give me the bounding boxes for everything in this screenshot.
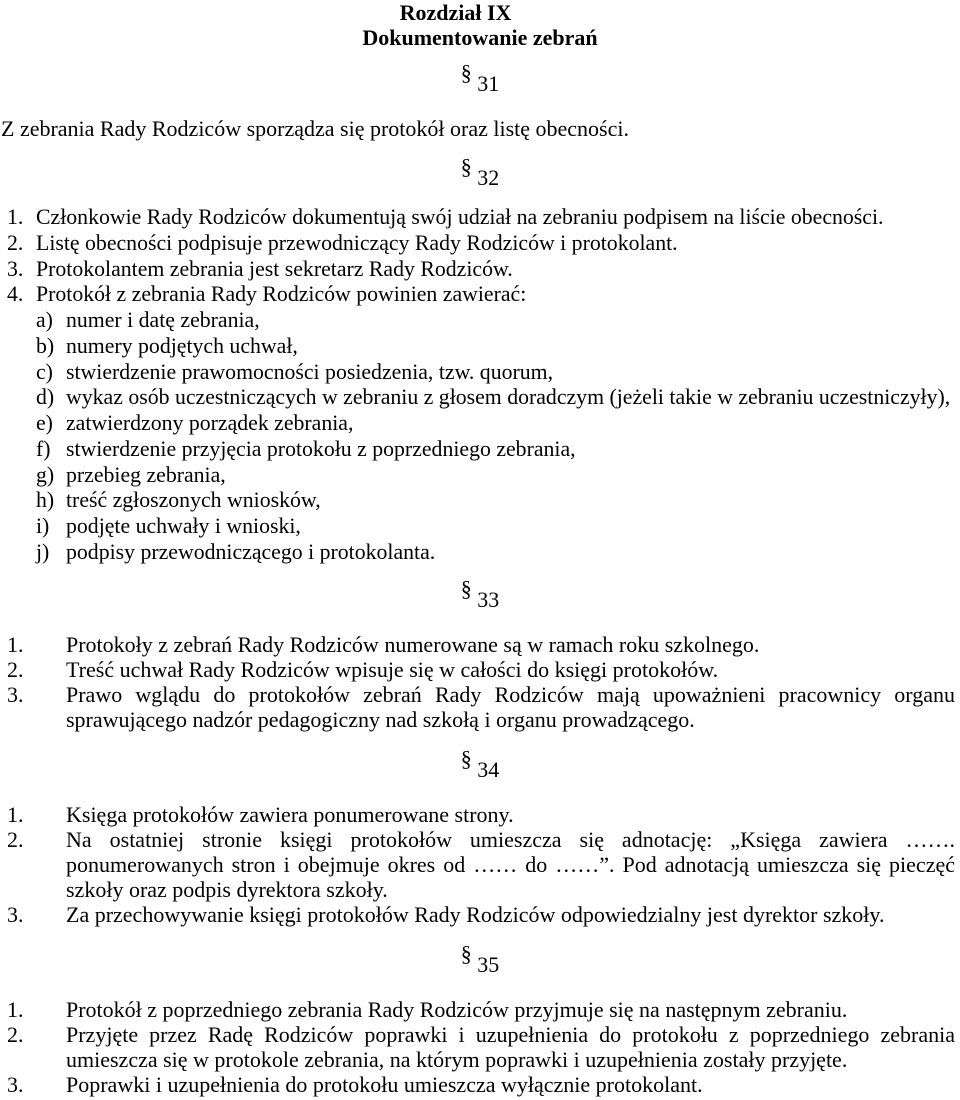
section-number: 35 — [477, 952, 500, 977]
item-text: Protokolantem zebrania jest sekretarz Rady Rodziców. — [36, 256, 513, 281]
sub-item-letter: i) — [36, 514, 50, 539]
item-number: 3. — [7, 256, 24, 281]
sub-item — [36, 514, 958, 540]
item-text: Na ostatniej stronie księgi protokołów umieszcza się adnotację: „Księga zawiera ……. ponumerowanych stron i obejmuje okres od …… do ……”. Pod adnotacją umieszcza się pieczęć szkoły oraz podpis dyrektora szkoły. — [66, 827, 955, 902]
list-item — [0, 231, 958, 257]
sub-item — [36, 437, 958, 463]
sub-item-text: stwierdzenie prawomocności posiedzenia, tzw. quorum, — [66, 359, 554, 384]
section-number: 34 — [477, 757, 500, 782]
sub-item-text: podjęte uchwały i wnioski, — [66, 514, 301, 539]
item-text: Przyjęte przez Radę Rodziców poprawki i uzupełnienia do protokołu z poprzedniego zebrania umieszcza się w protokole zebrania, na którym poprawki i uzupełnienia zostały przyjęte. — [66, 1022, 955, 1072]
item-number: 2. — [7, 827, 24, 852]
sub-item-text: numer i datę zebrania, — [66, 308, 260, 333]
sub-item-letter: e) — [36, 411, 53, 436]
item-number: 2. — [7, 657, 24, 682]
sub-item-text: wykaz osób uczestniczących w zebraniu z głosem doradczym (jeżeli takie w zebraniu uczestniczyły), — [66, 385, 951, 410]
section-text: Z zebrania Rady Rodziców sporządza się protokół oraz listę obecności. — [1, 116, 629, 141]
section-number: 31 — [477, 71, 500, 96]
section-heading — [0, 941, 960, 977]
paragraph-sign: § — [460, 746, 472, 771]
item-text: Protokół z zebrania Rady Rodziców powinien zawierać: — [36, 282, 527, 307]
sub-item — [36, 463, 958, 489]
item-number: 1. — [7, 205, 24, 229]
item-number: 4. — [7, 282, 24, 307]
sub-item-letter: c) — [36, 359, 53, 384]
item-number: 1. — [7, 632, 24, 657]
item-text: Poprawki i uzupełnienia do protokołu umieszcza wyłącznie protokolant. — [66, 1072, 703, 1097]
sub-item-letter: f) — [36, 436, 51, 461]
list-item — [0, 1022, 955, 1072]
item-text: Członkowie Rady Rodziców dokumentują swój udział na zebraniu podpisem na liście obecności. — [36, 205, 884, 229]
item-text: Protokół z poprzedniego zebrania Rady Rodziców przyjmuje się na następnym zebraniu. — [66, 997, 848, 1022]
sub-item-letter: g) — [36, 462, 55, 487]
list-item — [0, 682, 955, 732]
item-number: 3. — [7, 682, 24, 707]
paragraph-sign: § — [460, 941, 472, 966]
item-text: Księga protokołów zawiera ponumerowane strony. — [66, 802, 514, 827]
sub-item-letter: d) — [36, 385, 55, 410]
chapter-number: Rozdział IX — [399, 0, 512, 25]
sub-item — [36, 488, 958, 514]
sub-item — [36, 540, 958, 566]
sub-item — [36, 411, 958, 437]
chapter-title: Dokumentowanie zebrań — [362, 25, 598, 50]
sub-item-text: zatwierdzony porządek zebrania, — [66, 411, 354, 436]
item-number: 1. — [7, 997, 24, 1022]
item-text: Protokoły z zebrań Rady Rodziców numerowane są w ramach roku szkolnego. — [66, 632, 760, 657]
sub-item-text: przebieg zebrania, — [66, 462, 226, 487]
sub-item-text: stwierdzenie przyjęcia protokołu z poprzedniego zebrania, — [66, 436, 576, 461]
list-item — [0, 257, 958, 283]
paragraph-sign: § — [460, 576, 472, 601]
sub-item-text: numery podjętych uchwał, — [66, 333, 298, 358]
item-number: 2. — [7, 1022, 24, 1047]
section-number: 33 — [477, 587, 500, 612]
sub-item — [36, 385, 958, 411]
numbered-list — [0, 632, 955, 732]
numbered-list — [0, 997, 955, 1097]
sub-item-letter: j) — [36, 539, 50, 564]
sub-item-letter: b) — [36, 333, 55, 358]
sub-item-letter: h) — [36, 488, 55, 513]
section-number: 32 — [477, 165, 500, 190]
sub-item-letter: a) — [36, 308, 53, 333]
paragraph-sign: § — [460, 60, 472, 85]
list-item — [0, 657, 955, 682]
item-number: 3. — [7, 1072, 24, 1097]
list-item — [0, 205, 958, 231]
section-heading — [0, 60, 960, 96]
lettered-list — [36, 308, 958, 566]
list-item — [0, 632, 955, 657]
list-item — [0, 1072, 955, 1097]
numbered-list — [0, 802, 955, 927]
list-item — [0, 802, 955, 827]
item-text: Prawo wglądu do protokołów zebrań Rady Rodziców mają upoważnieni pracownicy organu sprawującego nadzór pedagogiczny nad szkołą i organu prowadzącego. — [66, 682, 955, 732]
list-item — [0, 827, 955, 902]
item-text: Treść uchwał Rady Rodziców wpisuje się w całości do księgi protokołów. — [66, 657, 719, 682]
chapter-heading — [0, 0, 960, 50]
item-text: Listę obecności podpisuje przewodniczący Rady Rodziców i protokolant. — [36, 230, 678, 255]
paragraph-sign: § — [460, 154, 472, 179]
numbered-list — [0, 205, 958, 566]
list-item — [0, 997, 955, 1022]
item-text: Za przechowywanie księgi protokołów Rady Rodziców odpowiedzialny jest dyrektor szkoły. — [66, 902, 885, 927]
section-heading — [0, 576, 960, 612]
list-item — [0, 282, 958, 565]
sub-item — [36, 334, 958, 360]
list-item — [0, 902, 955, 927]
item-number: 1. — [7, 802, 24, 827]
sub-item-text: treść zgłoszonych wniosków, — [66, 488, 321, 513]
item-number: 2. — [7, 230, 24, 255]
sub-item — [36, 308, 958, 334]
section-heading — [0, 746, 960, 782]
item-number: 3. — [7, 902, 24, 927]
sub-item-text: podpisy przewodniczącego i protokolanta. — [66, 539, 436, 564]
sub-item — [36, 360, 958, 386]
section-heading — [0, 154, 960, 190]
